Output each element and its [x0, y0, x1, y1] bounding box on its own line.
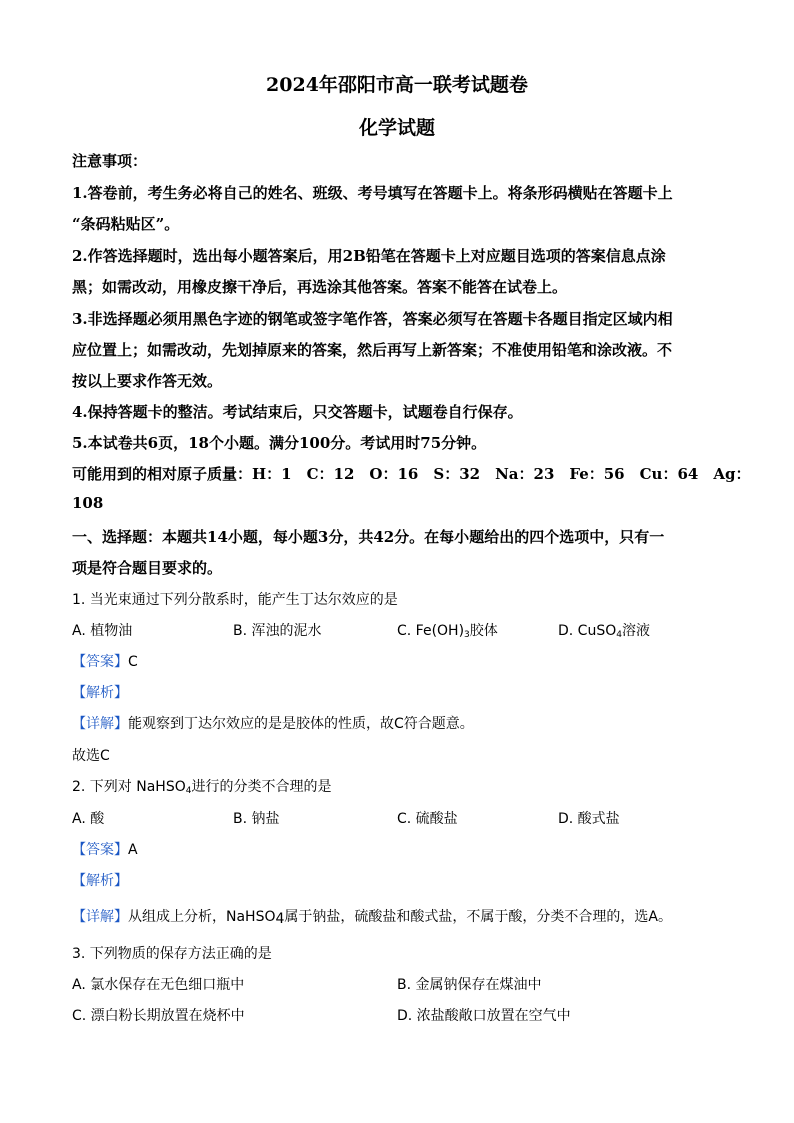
- q3-option-b: B. 金属钠保存在煤油中: [397, 977, 542, 993]
- q1-conclusion: 故选C: [72, 748, 110, 764]
- notice-line-5: 3.非选择题必须用黑色字迹的钢笔或签字笔作答，答案必须写在答题卡各题目指定区域内相: [72, 310, 673, 328]
- q2-stem: 2. 下列对 NaHSO$_4$进行的分类不合理的是: [72, 779, 332, 796]
- section-heading-line-2: 项是符合题目要求的。: [72, 559, 223, 577]
- analysis-tag: 【解析】: [72, 685, 128, 701]
- notice-line-9: 5.本试卷共6页，18个小题。满分100分。考试用时75分钟。: [72, 434, 487, 452]
- notice-line-2: “条码粘贴区”。: [72, 215, 180, 233]
- q1-option-a: A. 植物油: [72, 623, 133, 639]
- q1-option-d: D. CuSO$_4$溶液: [558, 623, 650, 640]
- exam-title: 2024年邵阳市高一联考试题卷: [266, 74, 528, 96]
- notice-line-8: 4.保持答题卡的整洁。考试结束后，只交答题卡，试题卷自行保存。: [72, 403, 523, 421]
- q1-analysis: [72, 682, 128, 702]
- q2-option-b: B. 钠盐: [233, 811, 280, 827]
- notice-line-7: 按以上要求作答无效。: [72, 372, 223, 390]
- notice-heading: 注意事项：: [72, 152, 148, 170]
- q3-stem: 3. 下列物质的保存方法正确的是: [72, 946, 272, 962]
- q3-option-c: C. 漂白粉长期放置在烧杯中: [72, 1008, 245, 1024]
- notice-line-4: 黑；如需改动，用橡皮擦干净后，再选涂其他答案。答案不能答在试卷上。: [72, 278, 568, 296]
- q1-detail: 【详解】能观察到丁达尔效应的是是胶体的性质，故C符合题意。: [72, 716, 474, 732]
- detail-tag: 【详解】: [72, 909, 128, 925]
- q2-option-a: A. 酸: [72, 811, 105, 827]
- q2-option-d: D. 酸式盐: [558, 811, 620, 827]
- q2-answer: 【答案】A: [72, 842, 138, 858]
- notice-line-6: 应位置上；如需改动，先划掉原来的答案，然后再写上新答案；不准使用铅笔和涂改液。不: [72, 341, 673, 359]
- exam-subtitle: 化学试题: [358, 117, 435, 139]
- q3-option-a: A. 氯水保存在无色细口瓶中: [72, 977, 245, 993]
- section-heading-line-1: 一、选择题：本题共14小题，每小题3分，共42分。在每小题给出的四个选项中，只有一: [72, 528, 665, 546]
- q2-detail: 【详解】从组成上分析，NaHSO$_4$属于钠盐，硫酸盐和酸式盐，不属于酸，分类不合理的，选A。: [72, 909, 672, 927]
- q1-answer: 【答案】C: [72, 654, 138, 670]
- notice-line-3: 2.作答选择题时，选出每小题答案后，用2B铅笔在答题卡上对应题目选项的答案信息点涂: [72, 247, 666, 265]
- notice-line-1: 1.答卷前，考生务必将自己的姓名、班级、考号填写在答题卡上。将条形码横贴在答题卡上: [72, 184, 673, 202]
- q2-analysis: [72, 870, 128, 890]
- detail-tag: 【详解】: [72, 716, 128, 732]
- analysis-tag: 【解析】: [72, 873, 128, 889]
- q1-option-b: B. 浑浊的泥水: [233, 623, 322, 639]
- q1-option-c: C. $Fe(OH)_3$胶体: [397, 623, 498, 640]
- answer-tag: 【答案】: [72, 654, 128, 670]
- q3-option-d: D. 浓盐酸敞口放置在空气中: [397, 1008, 571, 1024]
- q1-stem: 1. 当光束通过下列分散系时，能产生丁达尔效应的是: [72, 592, 398, 608]
- q2-option-c: C. 硫酸盐: [397, 811, 458, 827]
- atomic-mass-line-2: 108: [72, 494, 104, 512]
- answer-tag: 【答案】: [72, 842, 128, 858]
- atomic-mass-line-1: 可能用到的相对原子质量：H：1 C：12 O：16 S：32 Na：23 Fe：56 Cu：64 Ag：: [72, 465, 751, 483]
